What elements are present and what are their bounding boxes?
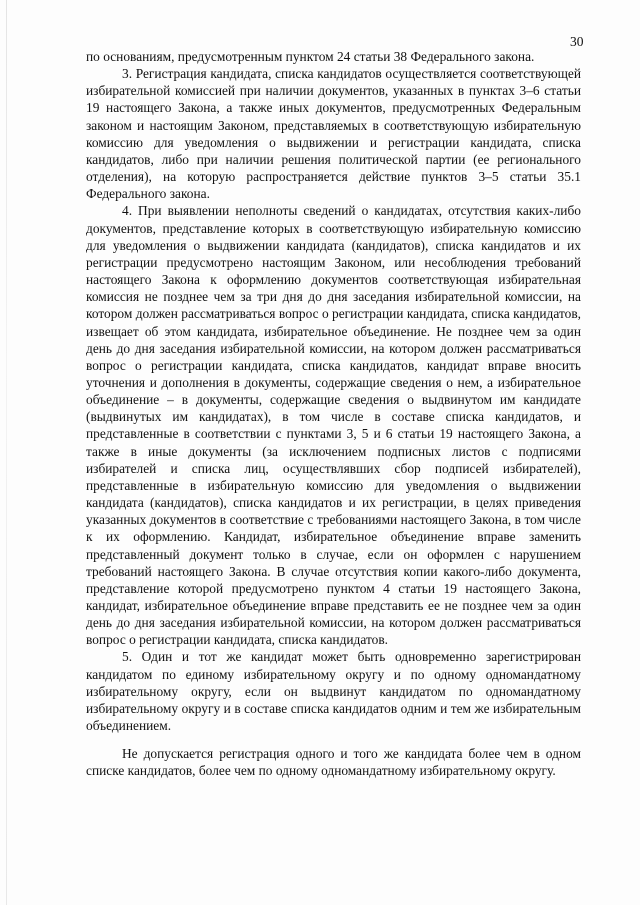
paragraph-item-3: 3. Регистрация кандидата, списка кандидатов осуществляется соответствующей избирательной комиссией при наличии документов, указанных в пунктах 3–6 статьи 19 настоящего Закона, а также иных документов, предусмотренных Федеральным законом и настоящим Законом, представляемых в соответствующую избирательную комиссию для уведомления о выдвижении и регистрации кандидата, списка кандидатов, либо при наличии решения политической партии (ее регионального отделения), на которую распространяется действие пунктов 3–5 статьи 35.1 Федерального закона. [86, 66, 581, 202]
paragraph-item-5: 5. Один и тот же кандидат может быть одновременно зарегистрирован кандидатом по единому избирательному округу и по одному одномандатному избирательному округу, если он выдвинут кандидатом по одномандатному избирательному округу и в составе списка кандидатов одним и тем же избирательным объединением. [86, 649, 581, 734]
document-body [86, 48, 581, 780]
page-number: 30 [570, 34, 584, 49]
scan-edge-line [6, 0, 7, 905]
paragraph-prohibition: Не допускается регистрация одного и того же кандидата более чем в одном списке кандидатов, более чем по одному одномандатному избирательному округу. [86, 746, 581, 779]
paragraph-item-4: 4. При выявлении неполноты сведений о кандидатах, отсутствия каких-либо документов, представление которых в соответствующую избирательную комиссию для уведомления о выдвижении кандидата (кандидатов), списка кандидатов и их регистрации предусмотрено настоящим Законом, или несоблюдения требований настоящего Закона к оформлению документов соответствующая избирательная комиссия не позднее чем за три дня до дня заседания избирательной комиссии, на котором должен рассматриваться вопрос о регистрации кандидата, списка кандидатов, извещает об этом кандидата, избирательное объединение. Не позднее чем за один день до дня заседания избирательной комиссии, на котором должен рассматриваться вопрос о регистрации кандидата, списка кандидатов, кандидат вправе вносить уточнения и дополнения в документы, содержащие сведения о нем, а избирательное объединение – в документы, содержащие сведения о выдвинутом им кандидате (выдвинутых им кандидатах), в том числе в составе списка кандидатов, и представленные в соответствии с пунктами 3, 5 и 6 статьи 19 настоящего Закона, а также в иные документы (за исключением подписных листов с подписями избирателей и списка лиц, осуществлявших сбор подписей избирателей), представленные в избирательную комиссию для уведомления о выдвижении кандидата (кандидатов), списка кандидатов и их регистрации, в целях приведения указанных документов в соответствие с требованиями настоящего Закона, в том числе к их оформлению. Кандидат, избирательное объединение вправе заменить представленный документ только в случае, если он оформлен с нарушением требований настоящего Закона. В случае отсутствия копии какого-либо документа, представление которой предусмотрено пунктом 4 статьи 19 настоящего Закона, кандидат, избирательное объединение вправе представить ее не позднее чем за один день до дня заседания избирательной комиссии, на котором должен рассматриваться вопрос о регистрации кандидата, списка кандидатов. [86, 203, 581, 648]
paragraph-continuation: по основаниям, предусмотренным пунктом 24 статьи 38 Федерального закона. [86, 49, 535, 64]
